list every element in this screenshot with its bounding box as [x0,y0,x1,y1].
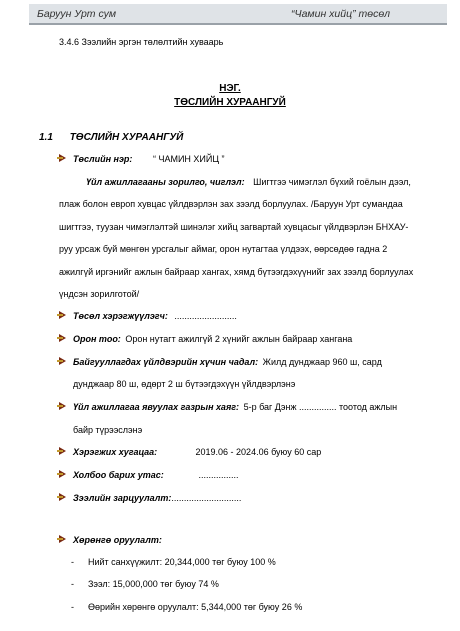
purpose-line: Шигтгээ чимэглэл бүхий гоёлын дээл, [253,177,411,187]
bullet-icon [59,311,66,319]
part-number: НЭГ. [219,83,241,94]
project-name-value: “ ЧАМИН ХИЙЦ ” [152,154,225,164]
dash-marker: - [71,579,74,589]
bullet-icon [59,470,66,478]
section-heading [39,132,183,143]
loan-usage-row [73,493,241,503]
header-right: “Чамин хийц” төсөл [291,8,391,20]
section-title: ТӨСЛИЙН ХУРААНГУЙ [69,132,184,143]
implementer-value: ......................... [174,311,237,321]
purpose-label: Үйл ажиллагааны зорилго, чиглэл: [86,177,245,187]
implementer-label: Төсөл хэрэгжүүлэгч: [73,311,168,321]
page-header [29,4,447,25]
duration-value: 2019.06 - 2024.06 буюу 60 сар [195,447,322,457]
bullet-icon [59,402,66,410]
purpose-line: ажилгүй иргэнийг ажлын байраар хангах, хямд бүтээгдэхүүнийг зах зээлд борлуулах [59,267,414,277]
capacity-value: Жилд дунджаар 960 ш, сард [262,357,382,367]
capacity-label: Байгууллагдах үйлдвэрийн хүчин чадал: [73,357,259,367]
address-row [73,402,397,412]
section-reference: 3.4.6 Зээлийн эргэн төлөлтийн хуваарь [59,37,224,47]
investment-line: Нийт санхүүжилт: 20,344,000 төг буюу 100 % [88,557,276,567]
purpose-first-line [86,177,411,187]
bullet-icon [59,334,66,342]
phone-label: Холбоо барих утас: [73,470,164,480]
address-value: 5-р баг Дэнж ............... тоотод ажлын [243,402,398,412]
staff-value: Орон нутагт ажилгүй 2 хүнийг ажлын байраар хангана [125,334,353,344]
bullet-icon [59,535,66,543]
project-name-label: Төслийн нэр: [73,154,133,164]
bullet-icon [59,447,66,455]
investment-line: Зээл: 15,000,000 төг буюу 74 % [88,579,219,589]
dash-marker: - [71,602,74,612]
purpose-line: үндсэн зорилготой/ [59,289,140,299]
purpose-line: плаж болон европ хувцас үйлдвэрлэн зах зээлд борлуулах. /Баруун Урт сумандаа [59,199,403,209]
bullet-icon [59,357,66,365]
purpose-line: шигтгээ, туузан чимэглэлтэй шинэлэг хийц загвартай хувцасыг үйлдвэрлэн БНХАУ- [59,222,409,232]
capacity-row [73,357,382,367]
header-left: Баруун Урт сум [37,8,117,20]
investment-label: Хөрөнгө оруулалт: [73,535,162,545]
bullet-icon [59,493,66,501]
duration-row [73,447,321,457]
address-label: Үйл ажиллагаа явуулах газрын хаяг: [73,402,240,412]
purpose-line: руу урсаж буй мөнгөн урсгалыг аймаг, орон нутагтаа үлдээх, өөрсөдөө гадна 2 [59,244,388,254]
capacity-value-cont: дунджаар 80 ш, өдөрт 2 ш бүтээгдэхүүн үйлдвэрлэнэ [73,379,296,389]
phone-value: ................ [198,470,239,480]
project-name-row [73,154,225,164]
investment-line: Өөрийн хөрөнгө оруулалт: 5,344,000 төг буюу 26 % [88,602,303,612]
bullet-icon [59,154,66,162]
section-number: 1.1 [39,132,53,143]
staff-row [73,334,352,344]
duration-label: Хэрэгжих хугацаа: [73,447,158,457]
loan-usage-label: Зээлийн зарцуулалт: [73,493,172,503]
part-title: ТӨСЛИЙН ХУРААНГУЙ [174,97,286,108]
dash-marker: - [71,557,74,567]
staff-label: Орон тоо: [73,334,121,344]
phone-row [73,470,239,480]
loan-usage-value: ............................ [171,493,242,503]
address-value-cont: байр түрээслэнэ [73,425,143,435]
implementer-row [73,311,237,321]
